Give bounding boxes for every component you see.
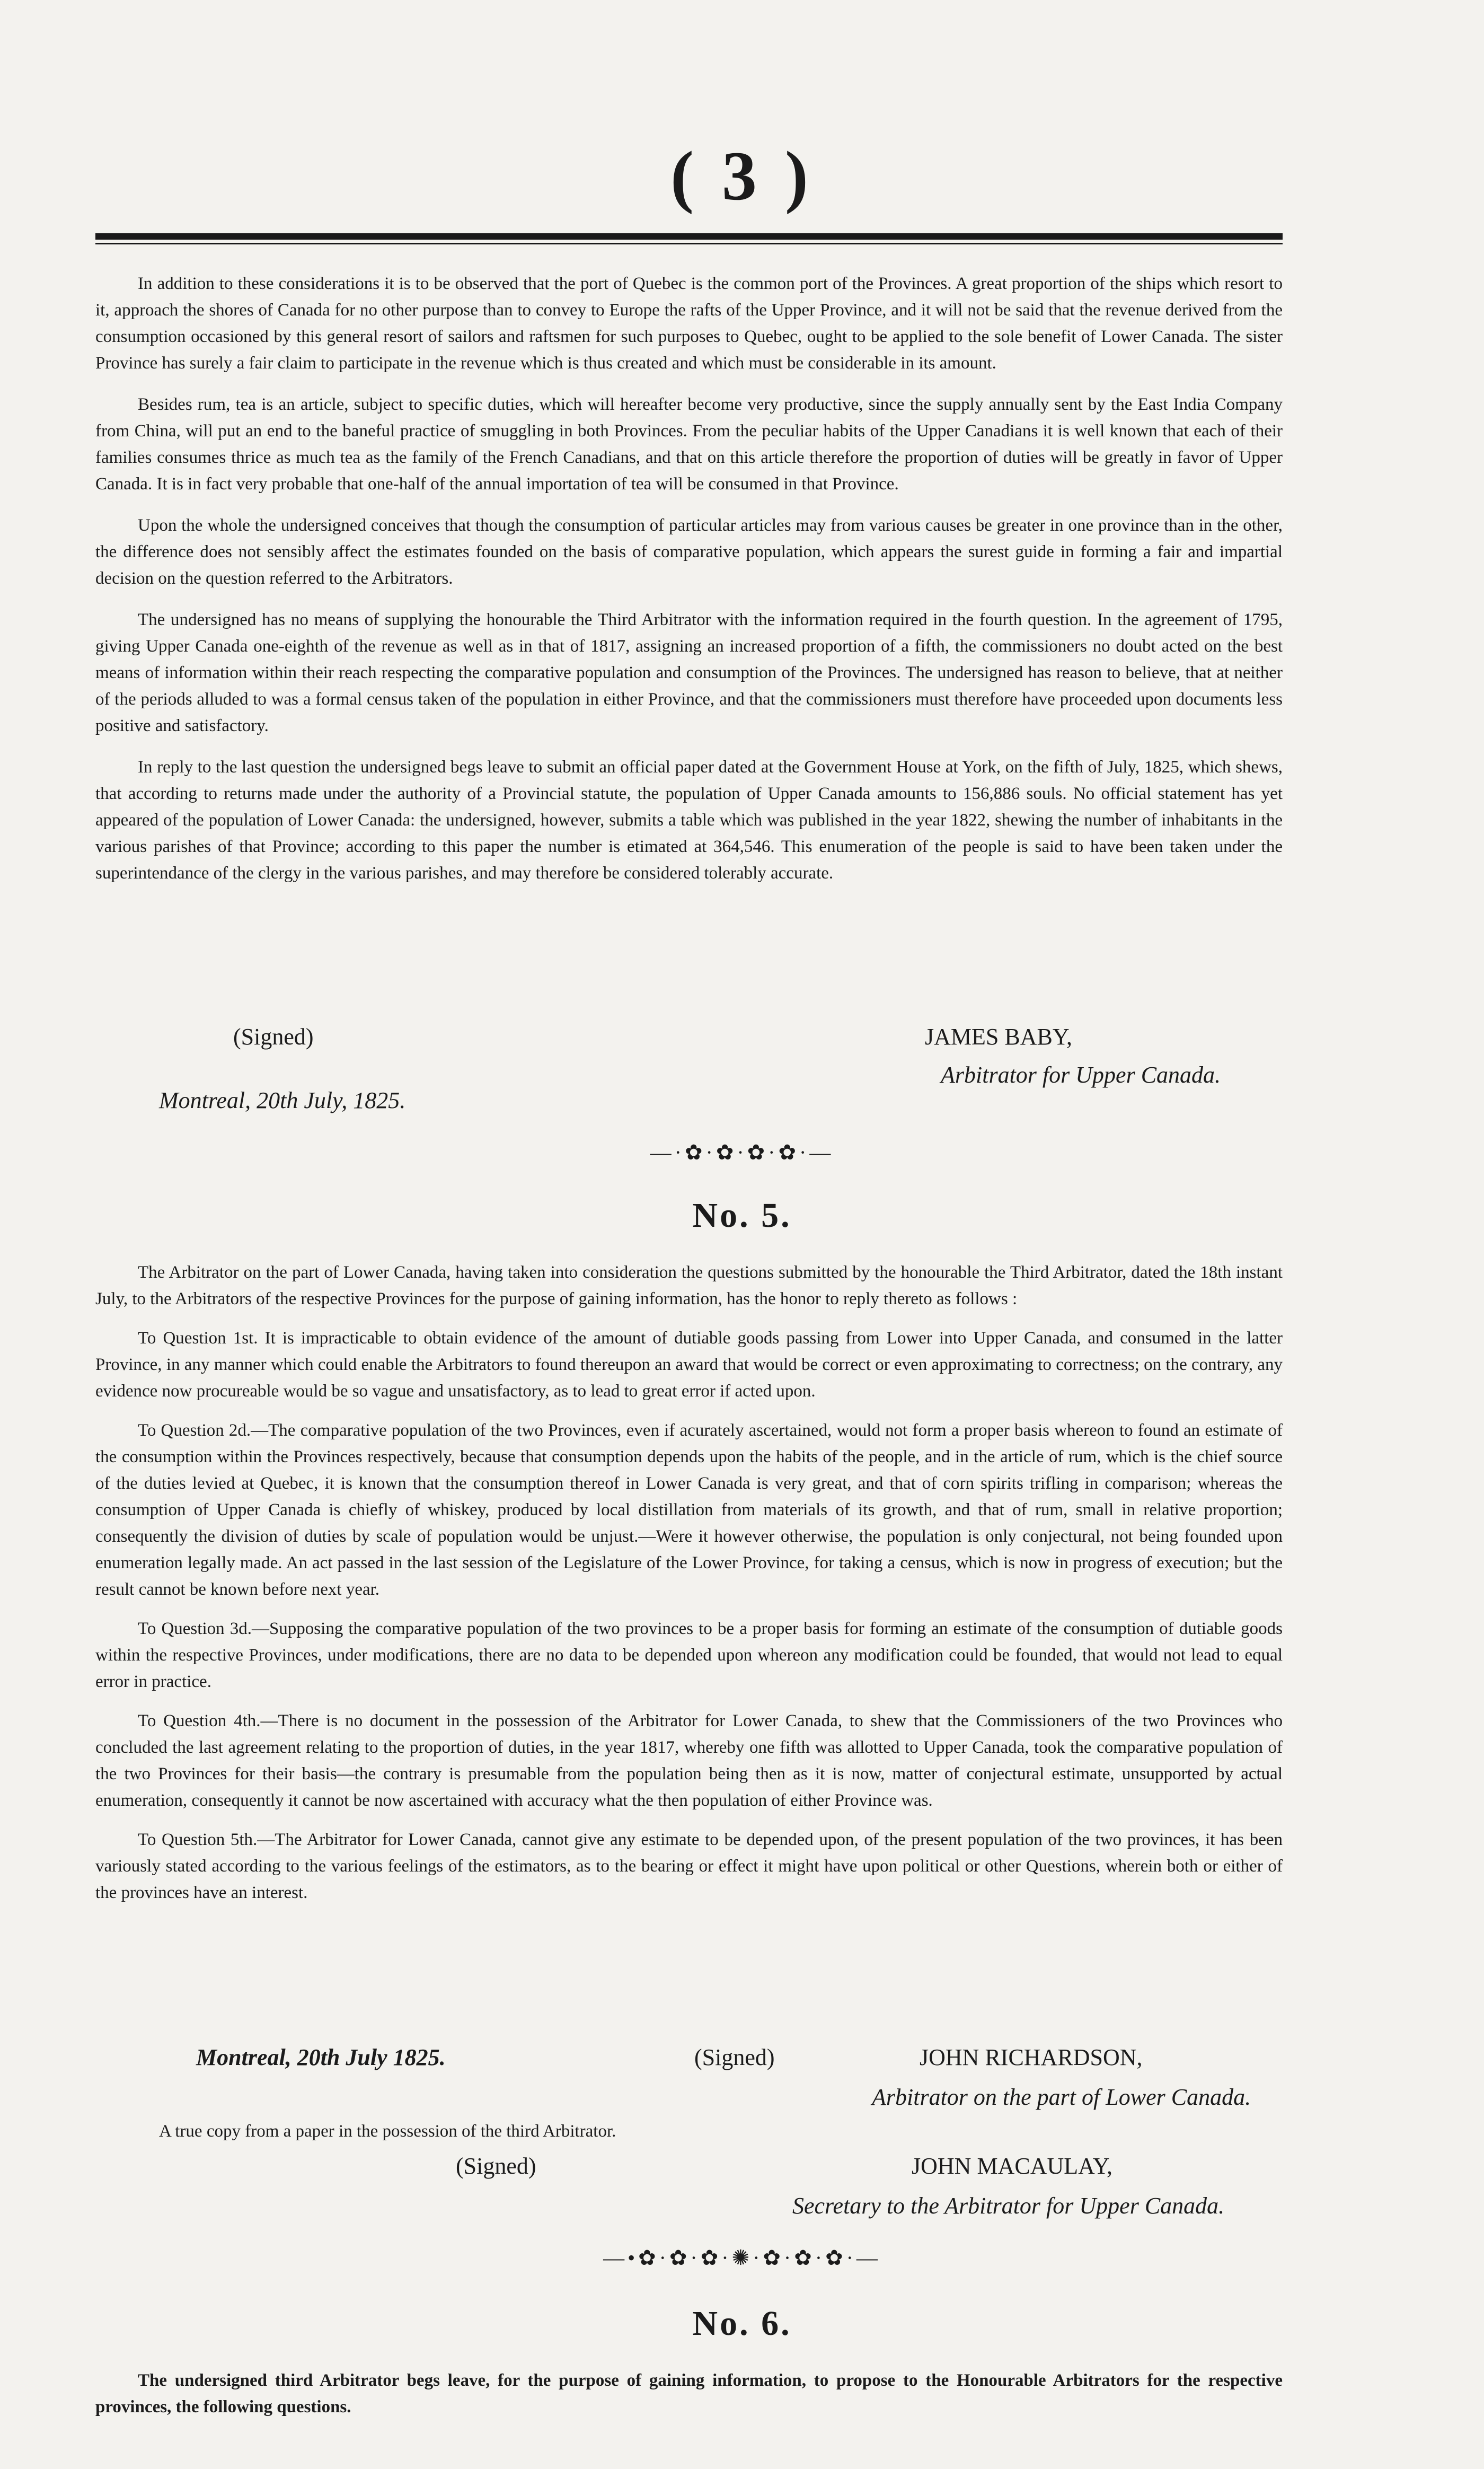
signer-title: Arbitrator for Upper Canada. (941, 1062, 1221, 1088)
place-date: Montreal, 20th July, 1825. (159, 1087, 406, 1113)
paragraph: Besides rum, tea is an article, subject to specific duties, which will hereafter become very productive, since the supply annually sent by the East India Company from China, will put an end to the baneful practice of smuggling in both Provinces. From the peculiar habits of the Upper Canadians it is well known that each of their families consumes thrice as much tea as the family of the French Canadians, and that on this article therefore the proportion of duties will be greatly in favor of Upper Canada. It is in fact very probable that one-half of the annual importation of tea will be consumed in that Province. (95, 395, 1283, 494)
place-date: Montreal, 20th July 1825. (196, 2044, 446, 2070)
page-number: ( 3 ) (670, 137, 814, 215)
paragraph: To Question 3d.—Supposing the comparative population of the two provinces to be a proper basis for forming an estimate of the consumption of dutiable goods within the respective Provinces, under modifications, there are no data to be depended upon whereon any modification could be founded, that would not lead to equal error in practice. (95, 1619, 1283, 1691)
section-heading: No. 6. (692, 2304, 792, 2343)
paragraph: The Arbitrator on the part of Lower Canada, having taken into consideration the questions submitted by the honourable the Third Arbitrator, dated the 18th instant July, to the Arbitrators of the respective Provinces for the purpose of gaining information, has the honor to reply thereto as follows : (95, 1263, 1283, 1308)
section-b-body (95, 1259, 1283, 1906)
section-a-body (95, 270, 1283, 886)
paragraph: The undersigned third Arbitrator begs leave, for the purpose of gaining information, to propose to the Honourable Arbitrators for the respective provinces, the following questions. (95, 2371, 1283, 2417)
paragraph: In addition to these considerations it is to be observed that the port of Quebec is the common port of the Provinces. A great proportion of the ships which resort to it, approach the shores of Canada for no other purpose than to convey to Europe the rafts of the Upper Province, and it will not be said that the revenue derived from the consumption occasioned by this general resort of sailors and raftsmen for such purposes to Quebec, ought to be applied to the sole benefit of Lower Canada. The sister Province has surely a fair claim to participate in the revenue which is thus created and which must be considerable in its amount. (95, 274, 1283, 373)
secretary-title: Secretary to the Arbitrator for Upper Canada. (792, 2193, 1225, 2219)
true-copy-note: A true copy from a paper in the possession of the third Arbitrator. (159, 2122, 616, 2141)
signed-label: (Signed) (233, 1024, 314, 1050)
paragraph: The undersigned has no means of supplying the honourable the Third Arbitrator with the information required in the fourth question. In the agreement of 1795, giving Upper Canada one-eighth of the revenue as well as in that of 1817, assigning an increased proportion of a fifth, the commissioners no doubt acted on the best means of information within their reach respecting the comparative population and consumption of the Provinces. The undersigned has reason to believe, that at neither of the periods alluded to was a formal census taken of the population in either Province, and that the commissioners must therefore have proceeded upon documents less positive and satisfactory. (95, 610, 1283, 735)
secretary-name: JOHN MACAULAY, (912, 2153, 1112, 2179)
signed-label: (Signed) (694, 2044, 775, 2070)
header-rule-thin (95, 243, 1283, 244)
ornament-divider: —·✿·✿·✿·✿·— (650, 1140, 834, 1164)
paragraph: Upon the whole the undersigned conceives that though the consumption of particular articles may from various causes be greater in one province than in the other, the difference does not sensibly affect the estimates founded on the basis of comparative population, which appears the surest guide in forming a fair and impartial decision on the question referred to the Arbitrators. (95, 516, 1283, 588)
paragraph: To Question 5th.—The Arbitrator for Lower Canada, cannot give any estimate to be depended upon, of the present population of the two provinces, it has been variously stated according to the various feelings of the estimators, as to the bearing or effect it might have upon political or other Questions, wherein both or either of the provinces have an interest. (95, 1830, 1283, 1902)
paragraph: To Question 2d.—The comparative population of the two Provinces, even if acurately ascertained, would not form a proper basis whereon to found an estimate of the consumption within the Provinces respectively, because that consumption depends upon the habits of the people, and in the article of rum, which is the chief source of the duties levied at Quebec, it is known that the consumption thereof in Lower Canada is very great, and that of corn spirits trifling in comparison; whereas the consumption of Upper Canada is chiefly of whiskey, produced by local distillation from materials of its growth, and that of rum, small in relative proportion; consequently the division of duties by scale of population would be unjust.—Were it however otherwise, the population is only conjectural, not being founded upon enumeration legally made. An act passed in the last session of the Legislature of the Lower Province, for taking a census, which is now in progress of execution; but the result cannot be known before next year. (95, 1421, 1283, 1599)
ornament-divider: —•✿·✿·✿·✺·✿·✿·✿·— (603, 2246, 881, 2270)
section-c-body (95, 2367, 1283, 2420)
signer-title: Arbitrator on the part of Lower Canada. (872, 2084, 1251, 2110)
paragraph: In reply to the last question the undersigned begs leave to submit an official paper dated at the Government House at York, on the fifth of July, 1825, which shews, that according to returns made under the authority of a Provincial statute, the population of Upper Canada amounts to 156,886 souls. No official statement has yet appeared of the population of Lower Canada: the undersigned, however, submits a table which was published in the year 1822, shewing the number of inhabitants in the various parishes of that Province; according to this paper the number is etimated at 364,546. This enumeration of the people is said to have been taken under the superintendance of the clergy in the various parishes, and may therefore be considered tolerably accurate. (95, 758, 1283, 883)
header-rule (95, 233, 1283, 240)
signed-label-2: (Signed) (456, 2153, 536, 2179)
signer-name: JOHN RICHARDSON, (920, 2044, 1143, 2070)
section-heading: No. 5. (692, 1196, 792, 1235)
paragraph: To Question 4th.—There is no document in the possession of the Arbitrator for Lower Canada, to shew that the Commissioners of the two Provinces who concluded the last agreement relating to the proportion of duties, in the year 1817, whereby one fifth was allotted to Upper Canada, took the comparative population of the two Provinces for their basis—the contrary is presumable from the population being then as it is now, matter of conjectural estimate, unsupported by actual enumeration, consequently it cannot be now ascertained with accuracy what the then population of either Province was. (95, 1711, 1283, 1810)
signer-name: JAMES BABY, (925, 1024, 1072, 1050)
paragraph: To Question 1st. It is impracticable to obtain evidence of the amount of dutiable goods passing from Lower into Upper Canada, and consumed in the latter Province, in any manner which could enable the Arbitrators to found thereupon an award that would be correct or even approximating to correctness; on the contrary, any evidence now procureable would be so vague and unsatisfactory, as to lead to great error if acted upon. (95, 1329, 1283, 1401)
